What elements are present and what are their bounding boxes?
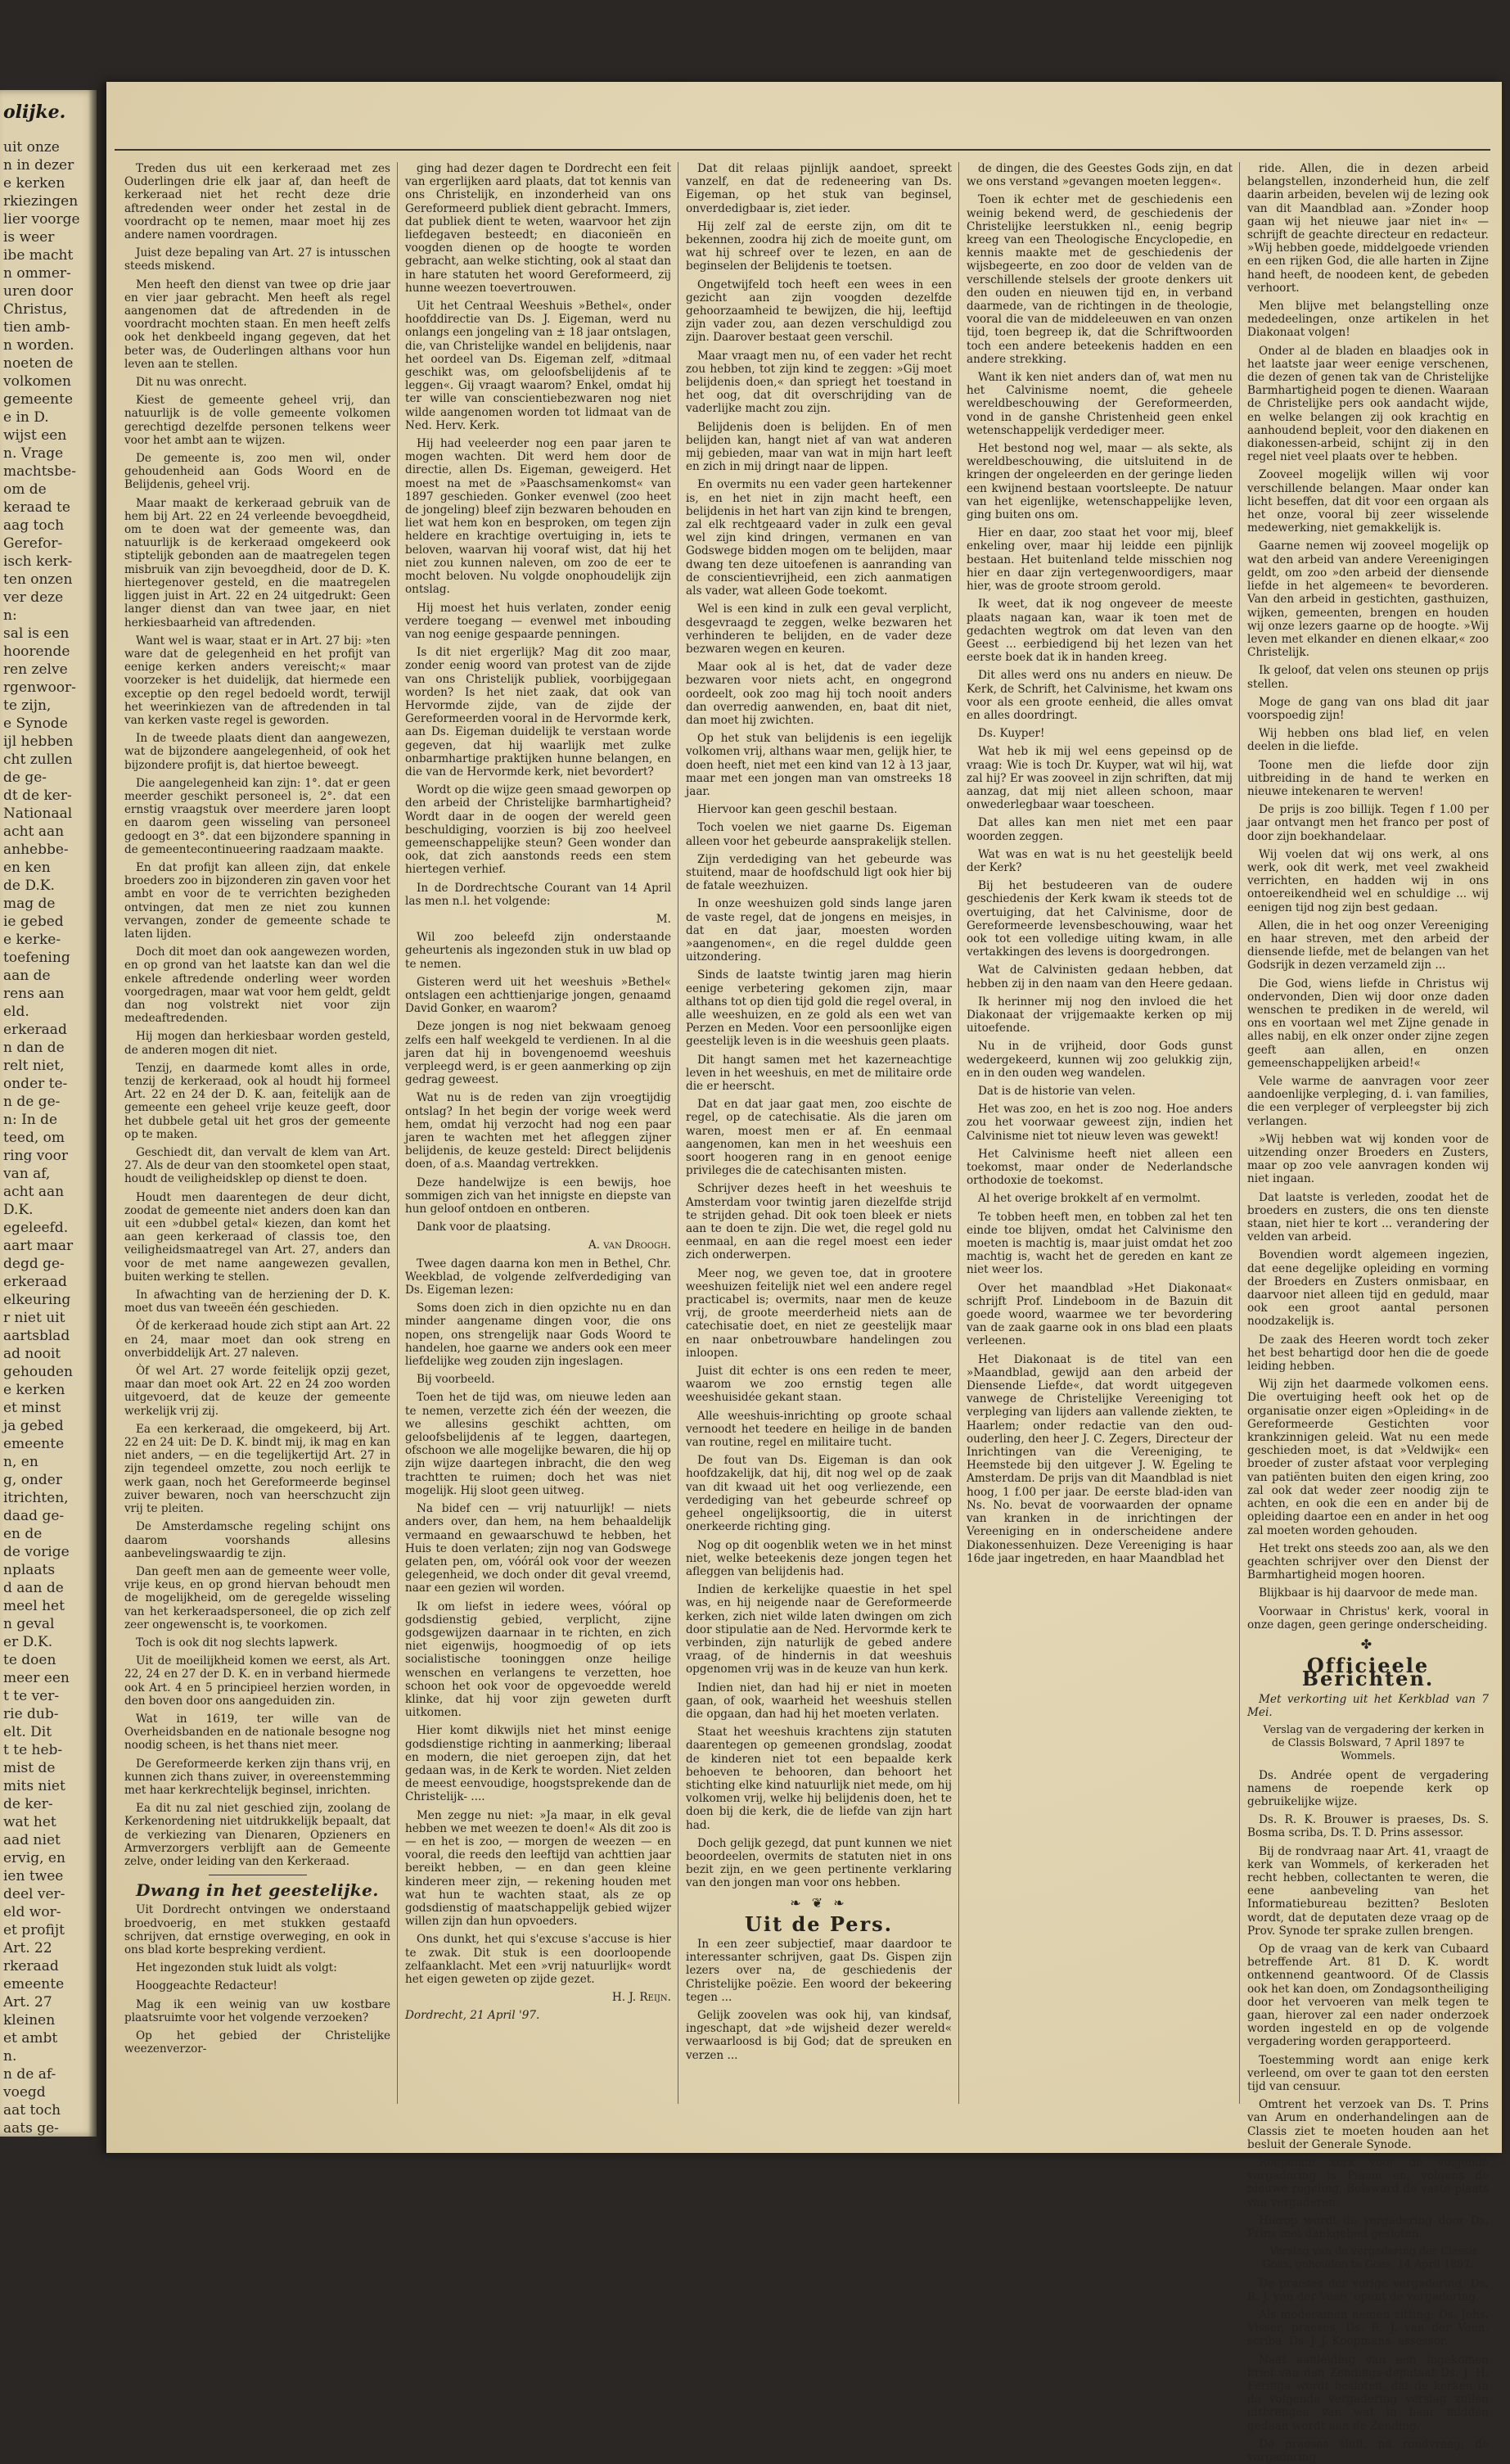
- article-paragraph: Wij hebben ons blad lief, en velen deelen in die liefde.: [1247, 727, 1489, 754]
- report-paragraph: Hierop wordt de vergadering door Ds. Prins met dankgebed gesloten.: [1247, 2214, 1489, 2241]
- article-paragraph: De Amsterdamsche regeling schijnt ons daarom voorshands allesins aanbevelingswaardig te zijn.: [124, 1520, 390, 1560]
- previous-page-line: dt de ker-: [3, 787, 72, 804]
- article-paragraph: Bij het bestudeeren van de oudere geschiedenis der Kerk kwam ik steeds tot de overtuiging, dat het Calvinisme, door de Gereformeerde levensbeschouwing, waar het ook tot een volledige uiting kwam, in alle vertakkingen des levens is doorgedrongen.: [967, 879, 1233, 959]
- article-paragraph: De fout van Ds. Eigeman is dan ook hoofdzakelijk, dat hij, dit nog wel op de zaak van dit kwaad uit het oog verliezende, een verdediging van het gebeurde schreef op geheel ongelijksoortig, die in uiterst onerkeerde richting ging.: [686, 1454, 952, 1534]
- article-paragraph: Men blijve met belangstelling onze mededeelingen, onze artikelen in het Diakonaat volgen!: [1247, 300, 1489, 340]
- previous-page-line: gehouden: [3, 1364, 73, 1380]
- previous-page-line: ijl hebben: [3, 733, 74, 750]
- article-paragraph: Dat en dat jaar gaat men, zoo eischte de regel, op de catechisatie. Als die jaren om waren, moest men er af. En eenmaal aangenomen, kan men in het weeshuis een soort hoogeren rang in en genoot eenige privileges die de catechisanten misten.: [686, 1098, 952, 1178]
- article-paragraph: Juist deze bepaling van Art. 27 is intusschen steeds miskend.: [124, 246, 390, 273]
- article-paragraph: Wel is een kind in zulk een geval verplicht, desgevraagd te zeggen, welke bezwaren het verhinderen te belijden, en de vader deze bezwaren wegen en keuren.: [686, 602, 952, 656]
- previous-page-line: aartsblad: [3, 1328, 70, 1344]
- previous-page-line: deel ver-: [3, 1886, 65, 1902]
- article-paragraph: Die aangelegenheid kan zijn: 1°. dat er geen meerder geschikt personeel is, 2°. dat een ernstig vraagstuk over meerdere jaren loopt en daarom geen wisseling van personeel gedoogt en 3°. dat een bijzondere spanning in de gemeentecontinueering raadzaam maakte.: [124, 776, 390, 856]
- column-3-body: [686, 162, 952, 1890]
- previous-page-line: toefening: [3, 950, 70, 966]
- report-paragraph: Ds. Andrée opent de vergadering namens de roepende kerk op gebruikelijke wijze.: [1247, 1768, 1489, 1808]
- article-paragraph: Gaarne nemen wij zooveel mogelijk op wat den arbeid van andere Vereenigingen geldt, om zoo »den arbeid der diensende liefde in het algemeen« te bevorderen. Van den arbeid in gestichten, gasthuizen, wijken, gemeenten, brengen en houden wij onze lezers gaarne op de hoogte. »Wij leven met elkander en dienen elkaar,« zoo Christelijk.: [1247, 539, 1489, 660]
- previous-page-line: de vorige: [3, 1544, 70, 1560]
- article-paragraph: Hier en daar, zoo staat het voor mij, bleef enkeling over, maar hij leidde een pijnlijk bestaan. Het buitenland telde misschien nog hier en daar zijn vertegenwoordigers, maar hier, was de groote stroom gerold.: [967, 526, 1233, 593]
- previous-page-line: mist de: [3, 1760, 56, 1776]
- previous-page-line: aag toch: [3, 517, 65, 534]
- article-paragraph: ride. Allen, die in dezen arbeid belangstellen, inzonderheid hun, die zelf daarin arbeiden, bevelen wij de lezing ook van dit Maandblad aan. »Zonder hoop gaan wij het nieuwe jaar niet in« — schrijft de geachte directeur en redacteur. »Wij hebben goede, middelgoede vrienden en een rijken God, die alle harten in Zijne hand heeft, de noodeen kent, de gebeden verhoort.: [1247, 162, 1489, 295]
- article-paragraph: Het Diakonaat is de titel van een »Maandblad, gewijd aan den arbeid der Diensende Liefde«, dat wordt uitgegeven vanwege de Christelijke Vereeniging tot verpleging van lijders aan vallende ziekten, te Haarlem; onder redactie van den oud-ouderling, den heer J. C. Zegers, Directeur der Inrichtingen van die Vereeniging, te Heemstede bij den uitgever J. W. Egeling te Amsterdam. De prijs van dit Maandblad is niet hoog, 1 f.00 per jaar. De eerste blad-iden van Ns. No. bevat de voorwaarden der opname van kranken in de inrichtingen der Vereeniging en in onderscheidene andere Diakonessenhuizen. Deze Vereeniging is haar 16de jaar ingetreden, en haar Maandblad het: [967, 1352, 1233, 1565]
- previous-page-line: n geval: [3, 1616, 55, 1632]
- previous-page-line: e Synode: [3, 715, 68, 732]
- article-paragraph: Wat was en wat is nu het geestelijk beeld der Kerk?: [967, 847, 1233, 874]
- previous-page-line: er D.K.: [3, 1634, 53, 1650]
- article-paragraph: Uit de moeilijkheid komen we eerst, als Art. 22, 24 en 27 der D. K. en in verband hiermede ook Art. 4 en 5 principieel herzien worden, in den boven door ons aangeduiden zin.: [124, 1654, 390, 1708]
- article-paragraph: In de Dordrechtsche Courant van 14 April las men n.l. het volgende:: [405, 881, 671, 908]
- previous-page-line: acht aan: [3, 824, 65, 840]
- article-paragraph: »Wij hebben wat wij konden voor de uitzending onzer Broeders en Zusters, maar op zoo vele aanvragen konden wij niet ingaan.: [1247, 1132, 1489, 1186]
- previous-page-line: ring voor: [3, 1148, 68, 1164]
- previous-page-line: acht aan: [3, 1184, 65, 1200]
- previous-page-line: volkomen: [3, 373, 71, 390]
- previous-page-line: aad niet: [3, 1832, 61, 1848]
- article-paragraph: Ik herinner mij nog den invloed die het Diakonaat der vrijgemaakte kerken op mij uitoefende.: [967, 995, 1233, 1036]
- report-body: [1247, 1769, 1489, 2241]
- previous-page-line: gemeente: [3, 391, 74, 408]
- previous-page-line: te zijn,: [3, 697, 52, 714]
- previous-page-line: is weer: [3, 229, 55, 246]
- article-paragraph: Want wel is waar, staat er in Art. 27 bij: »ten ware dat de gelegenheid en het profijt van eenige kerken anders vereischt;« maar voorzeker is het duidelijk, dat hiermede een exceptie op den regel bedoeld wordt, terwijl het weerinkiezen van de aftredenden in tal van kerken vaste regel is geworden.: [124, 634, 390, 727]
- previous-page-line: ad nooit: [3, 1346, 61, 1362]
- article-paragraph: de dingen, die des Geestes Gods zijn, en dat we ons verstand »gevangen moeten leggen«.: [967, 162, 1233, 189]
- column-3: [686, 162, 952, 2120]
- article-paragraph: Het Calvinisme heeft niet alleen een toekomst, maar onder de Nederlandsche orthodoxie de toekomst.: [967, 1147, 1233, 1188]
- previous-page-line: meer een: [3, 1670, 70, 1686]
- article-paragraph: Ea dit nu zal niet geschied zijn, zoolang de Kerkenordening niet uitdrukkelijk bepaalt, dat de verkiezing van Dienaren, Opzieners en Armverzorgers verblijft aan de Gemeente zelve, onder leiding van den Kerkeraad.: [124, 1802, 390, 1868]
- previous-page-line: Nationaal: [3, 806, 73, 822]
- article-paragraph: Op het gebied der Christelijke weezenverzor-: [124, 2029, 390, 2056]
- article-paragraph: Men heeft den dienst van twee op drie jaar en vier jaar gebracht. Men heeft als regel aangenomen dat de aftredenden in de voordracht mochten staan. En men heeft zelfs ook het denkbeeld ingang gegeven, dat het beter was, de Ouderlingen althans voor hun leven aan te stellen.: [124, 278, 390, 371]
- previous-page-line: anhebbe-: [3, 842, 69, 858]
- article-paragraph: Maar vraagt men nu, of een vader het recht zou hebben, tot zijn kind te zeggen: »Gij moet belijdenis doen,« dan spriegt het toestand in het oog, dat dit overschrijding van de vaderlijke macht zou zijn.: [686, 349, 952, 416]
- previous-page-line: n worden.: [3, 337, 74, 354]
- previous-page-line: emeente: [3, 1436, 65, 1452]
- article-paragraph: Dit alles werd ons nu anders en nieuw. De Kerk, de Schrift, het Calvinisme, het kwam ons voor als een groote eenheid, die alles omvat en alles doordringt.: [967, 669, 1233, 722]
- previous-page-line: n: In de: [3, 1112, 58, 1128]
- article-paragraph: Ik om liefst in iedere wees, vóóral op godsdienstig gebied, verplicht, zijne godsgewijzen daarnaar in te richten, en zich niet eigenwijs, hoogmoedig of op iets socialistische tooninggen onze heilige wenschen en verlangens te verzetten, hoe schoon het ook voor de opgevoedde wereld klinke, dat hij voor zijn geweten durft uitkomen.: [405, 1600, 671, 1720]
- previous-page-line: Art. 27: [3, 1994, 52, 2010]
- dateline: Dordrecht, 21 April '97.: [405, 2009, 540, 2023]
- previous-page-line: degd ge-: [3, 1256, 65, 1272]
- previous-page-line: emeente: [3, 1976, 65, 1992]
- article-paragraph: Dan geeft men aan de gemeente weer volle, vrije keus, en op grond hiervan behoudt men de mogelijkheid, om de geregelde wisseling van het kerkeraadspersoneel, die op zich zelf zeer ongewenscht is, te voorkomen.: [124, 1564, 390, 1631]
- article-paragraph: Ds. Kuyper!: [978, 727, 1045, 741]
- previous-page-line: en de: [3, 1526, 43, 1542]
- previous-page-line: d aan de: [3, 1580, 64, 1596]
- article-paragraph: Hij zelf zal de eerste zijn, om dit te bekennen, zoodra hij zich de moeite gunt, om wat hij schreef over te lezen, en aan de beginselen der Belijdenis te toetsen.: [686, 219, 952, 273]
- article-paragraph: Ik geloof, dat velen ons steunen op prijs stellen.: [1247, 664, 1489, 691]
- previous-page-line: meel het: [3, 1598, 65, 1614]
- article-paragraph: Ea een kerkeraad, die omgekeerd, bij Art. 22 en 24 uit: De D. K. bindt mij, ik mag en kan niet anders, — en die tegelijkertijd Art. 27 in zijn tegendeel omzette, zou noch eerlijk te werk gaan, noch het Gereformeerde beginsel zuiver bewaren, noch van heerschzucht zijn vrij te pleiten.: [124, 1422, 390, 1516]
- article-paragraph: Ik weet, dat ik nog ongeveer de meeste plaats nagaan kan, waar ik toen met de gedachten wegtrok om dat leven van den Geest ... eerbiedigend bij het lezen van het eerste boek dat ik in handen kreeg.: [967, 598, 1233, 665]
- previous-page-line: de ker-: [3, 1796, 53, 1812]
- article-paragraph: Dat laatste is verleden, zoodat het de broeders en zusters, die ons ten dienste staan, niet hier te kort ... verandering der velden van arbeid.: [1247, 1190, 1489, 1244]
- previous-page-strip: [0, 90, 97, 2137]
- previous-page-line: ibe macht: [3, 247, 74, 264]
- article-paragraph: In onze weeshuizen gold sinds lange jaren de vaste regel, dat de jongens en meisjes, in dat en dat jaar, moesten worden »aangenomen«, en die regel duldde geen uitzondering.: [686, 897, 952, 964]
- article-paragraph: Soms doen zich in dien opzichte nu en dan minder aangename dingen voor, die ons nopen, ons strengelijk naar Gods Woord te handelen, hoe gaarne we anders ook een meer liefdelijke weg zouden zijn ingeslagen.: [405, 1302, 671, 1369]
- article-paragraph: In de tweede plaats dient dan aangewezen, wat de bijzondere aangelegenheid, of ook het bijzondere profijt is, dat hiertoe beweegt.: [124, 732, 390, 772]
- ornament-divider: ❧ ❦ ❧: [790, 1894, 848, 1911]
- article-paragraph: Kiest de gemeente geheel vrij, dan natuurlijk is de volle gemeente volkomen gerechtigd dezelfde personen telkens weer voor het ambt aan te wijzen.: [124, 394, 390, 447]
- signature: M.: [656, 912, 671, 926]
- article-paragraph: Hiervoor kan geen geschil bestaan.: [697, 803, 898, 817]
- previous-page-line: de ge-: [3, 769, 47, 786]
- previous-page-line: n in dezer: [3, 157, 74, 174]
- report-paragraph: Ds. R. K. Brouwer is praeses, Ds. S. Bosma scriba, Ds. T. D. Prins assessor.: [1247, 1813, 1489, 1840]
- previous-page-line: keraad te: [3, 499, 70, 516]
- article-paragraph: Vele warme de aanvragen voor zeer aandoenlijke verpleging, d. i. van families, die een verpleger of verpleegster bij zich verlangen.: [1247, 1075, 1489, 1128]
- article-paragraph: Bij voorbeeld.: [417, 1373, 495, 1387]
- previous-page-line: e kerke-: [3, 932, 61, 948]
- column-1: [124, 162, 390, 2120]
- article-paragraph: De zaak des Heeren wordt toch zeker het best behartigd door hen die de goede leiding hebben.: [1247, 1333, 1489, 1374]
- previous-page-line: tien amb-: [3, 319, 70, 336]
- column-divider: [397, 162, 398, 2104]
- previous-page-line: erkeraad: [3, 1274, 67, 1290]
- article-paragraph: Wat de Calvinisten gedaan hebben, dat hebben zij in den naam van den Heere gedaan.: [967, 963, 1233, 991]
- previous-page-line: ie gebed: [3, 914, 64, 930]
- article-paragraph: Mag ik een weinig van uw kostbare plaatsruimte voor het volgende verzoeken?: [124, 1997, 390, 2024]
- column-divider: [1239, 162, 1240, 2104]
- article-paragraph: Het ingezonden stuk luidt als volgt:: [136, 1961, 337, 1975]
- ornament-divider: ✤: [1360, 1636, 1376, 1652]
- article-paragraph: Wordt op die wijze geen smaad geworpen op den arbeid der Christelijke barmhartigheid? Wordt daar in de oogen der wereld geen beschuldiging, voorzien is bij zoo heelveel gemeenschappelijke steun? Geen wonder dan ook, dat zich aanstonds reeds een stem hiertegen verhief.: [405, 783, 671, 877]
- article-paragraph: Hooggeachte Redacteur!: [136, 1979, 277, 1993]
- previous-page-line: daad ge-: [3, 1508, 65, 1524]
- article-paragraph: Over het maandblad »Het Diakonaat« schrijft Prof. Lindeboom in de Bazuin dit goede woord, waarmee we ter bevordering van de zaak gaarne ook in ons blad een plaats verleenen.: [967, 1281, 1233, 1348]
- previous-page-line: r niet uit: [3, 1310, 65, 1326]
- article-paragraph: Schrijver dezes heeft in het weeshuis te Amsterdam voor twintig jaren diezelfde strijd te strijden gehad. Dit ook toen bleek er niets aan te doen te zijn. Die wet, die regel gold nu eenmaal, en aan die regel moest een ieder zich onderwerpen.: [686, 1182, 952, 1262]
- article-paragraph: Tenzij, en daarmede komt alles in orde, tenzij de kerkeraad, ook al houdt hij formeel Art. 22 en 24 der D. K. aan, feitelijk aan de gemeente een geheel vrije keuze geeft, door het dubbele getal uit het gros der gemeente op te maken.: [124, 1061, 390, 1141]
- previous-page-line: t te ver-: [3, 1688, 60, 1704]
- article-paragraph: Houdt men daarentegen de deur dicht, zoodat de gemeente niet anders doen kan dan uit een »dubbel getal« kiezen, dan komt het aan geen kerkeraad of classis toe, den veiligheidsmaatregel van Art. 27, anders dan voor de met name aangewezen gevallen, buiten werking te stellen.: [124, 1190, 390, 1284]
- previous-page-line: elkeuring: [3, 1292, 71, 1308]
- previous-page-line: t te heb-: [3, 1742, 63, 1758]
- previous-page-line: rkeraad: [3, 1958, 59, 1974]
- article-paragraph: Onder al de bladen en blaadjes ook in het laatste jaar weer eenige verschenen, die dezen of genen tak van de Christelijke Barmhartigheid pogen te dienen. Waaraan de Christelijke pers ook aandacht wijde, en welke belangen zij ook krachtig en aanhoudend bepleit, voor den diakenen en diakonessen-arbeid, schijnt zij in den regel niet veel plaats over te hebben.: [1247, 344, 1489, 464]
- previous-page-line: erkeraad: [3, 1022, 67, 1038]
- signature: H. J. Reijn.: [611, 1991, 671, 2005]
- previous-page-line: ja gebed: [3, 1418, 64, 1434]
- previous-page-line: aat toch: [3, 2102, 61, 2119]
- report-2-heading: Verslag van de vergadering der Classis Goes, gehouden te Goes, 14 April 1897.: [1262, 2245, 1478, 2272]
- previous-page-line: sal is een: [3, 625, 70, 642]
- article-paragraph: In een zeer subjectief, maar daardoor te interessanter schrijven, gaat Ds. Gispen zijn lezers over na, de geschiedenis der Christelijke poëzie. Een woord der bekeering tegen ...: [686, 1937, 952, 2004]
- article-paragraph: Al het overige brokkelt af en vermolmt.: [978, 1192, 1201, 1206]
- previous-page-line: e kerken: [3, 1382, 65, 1398]
- previous-page-line: ervig, en: [3, 1850, 65, 1866]
- previous-page-line: egeleefd.: [3, 1220, 69, 1236]
- article-paragraph: Òf de kerkeraad houde zich stipt aan Art. 22 en 24, maar moet dan ook streng en onverbiddelijk Art. 27 naleven.: [124, 1320, 390, 1360]
- article-paragraph: Belijdenis doen is belijden. En of men belijden kan, hangt niet af van wat anderen mij gebieden, maar van wat in mijn hart leeft en zich in mij dringt naar de lippen.: [686, 420, 952, 474]
- previous-page-line: voegd: [3, 2084, 46, 2101]
- previous-page-line: et ambt: [3, 2030, 58, 2047]
- previous-page-line: nplaats: [3, 1562, 56, 1578]
- previous-page-line: uren door: [3, 283, 73, 300]
- previous-page-line: g, onder: [3, 1472, 62, 1488]
- article-paragraph: Uit het Centraal Weeshuis »Bethel«, onder hoofddirectie van Ds. J. Eigeman, werd nu onlangs een jongeling van ± 18 jaar ontslagen, die, van Christelijke wandel en belijdenis, naar het oordeel van Ds. Eigeman zelf, »ditmaal geschikt was, om geloofsbelijdenis af te leggen«. Gij vraagt waarom? Enkel, omdat hij ter wille van conscientiebezwaren nog niet wilde aangenomen worden tot lidmaat van de Ned. Herv. Kerk.: [405, 300, 671, 432]
- article-paragraph: Zijn verdediging van het gebeurde was stuitend, maar de hoofdschuld ligt ook hier bij de fatale weezhuizen.: [686, 852, 952, 893]
- previous-page-line: n, en: [3, 1454, 38, 1470]
- previous-page-line: et profijt: [3, 1922, 65, 1938]
- article-paragraph: De gemeente is, zoo men wil, onder gehoudenheid aan Gods Woord en de Belijdenis, geheel vrij.: [124, 452, 390, 492]
- previous-page-line: rens aan: [3, 986, 65, 1002]
- previous-page-line: de D.K.: [3, 878, 55, 894]
- article-paragraph: Te tobben heeft men, en tobben zal het ten einde toe blijven, omdat het Calvinisme den moeten is machtig is, maar juist omdat het zoo machtig is, wacht het de gereden en kant ze niet weer los.: [967, 1210, 1233, 1277]
- article-paragraph: Wij zijn het daarmede volkomen eens. Die overtuiging heeft ook het op de organisatie onzer eigen »Opleiding« in de Gereformeerde Gestichten voor krankzinnigen geleid. Wat nu een mede geschieden moet, is dat »Veldwijk« een broeder of zuster afstaat voor verpleging van patiënten buiten den eigen kring, zoo zal ook dat weder zeer noodig zijn te achten, en ook die een en ander bij de opleiding daartoe een en ander in het oog zal moeten worden gehouden.: [1247, 1378, 1489, 1537]
- previous-page-line: mag de: [3, 896, 56, 912]
- article-paragraph: Hij moest het huis verlaten, zonder eenig verdere toegang — evenwel met inbouding van nog eenige gespaarde penningen.: [405, 601, 671, 641]
- article-paragraph: De prijs is zoo billijk. Tegen f 1.00 per jaar ontvangt men het franco per post of door zijn boekhandelaar.: [1247, 803, 1489, 843]
- article-paragraph: Allen, die in het oog onzer Vereeniging en haar streven, met den arbeid der diensende liefde, met de belangen van het Godsrijk in dezen verzameld zijn ...: [1247, 918, 1489, 973]
- article-paragraph: Ongetwijfeld toch heeft een wees in een gezicht aan zijn voogden dezelfde gehoorzaamheid te bewijzen, die hij, leeftijd zijn vader zou, aan dezen verschuldigd zou zijn. Daarover bestaat geen verschil.: [686, 278, 952, 345]
- section-title-officieele-berichten: Officieele Berichten.: [1301, 1654, 1435, 1691]
- article-paragraph: Indien niet, dan had hij er niet in moeten gaan, of ook, waarheid het weeshuis stellen die opgaan, dan had hij het moeten verlaten.: [686, 1681, 952, 1721]
- previous-page-line: e kerken: [3, 175, 65, 192]
- previous-page-line: n. Vrage: [3, 445, 64, 462]
- article-paragraph: Doch dit moet dan ook aangewezen worden, en op grond van het laatste kan dan wel die enkele aftredende onderling weer worden voorgedragen, maar wat voor hem geldt, geldt dan nog volstrekt niet voor zijn medeaftredenden.: [124, 945, 390, 1026]
- column-4: [967, 162, 1233, 2120]
- previous-page-line: n dan de: [3, 1040, 65, 1056]
- previous-page-line: ien twee: [3, 1868, 64, 1884]
- report-paragraph: Bij de rondvraag naar Art. 41, vraagt de kerk van Wommels, of kerkeraden het recht hebben, collectanten te weren, die eene aanbeveling van het Informatiebureau bezitten? Besloten wordt, dat de deputaten deze vraag op de Prov. Synode ter sprake zullen brengen.: [1247, 1844, 1489, 1938]
- previous-page-line: wat het: [3, 1814, 56, 1830]
- report-intro: Met verkorting uit het Kerkblad van 7 Mei.: [1247, 1692, 1489, 1719]
- previous-page-line: n de ge-: [3, 1094, 61, 1110]
- report-paragraph: De praeses sluit, na rondvraag, de vergadering.: [1247, 2437, 1489, 2464]
- article-paragraph: Toen ik echter met de geschiedenis een weinig bekend werd, de geschiedenis der Christelijke leerstukken nl., eenig begrip kreeg van een Theologische Encyclopedie, en kennis maakte met de geschiedenis der wijsbegeerte, en zoo door de velden van de verschillende stelsels der groote denkers uit den ouden en nieuwen tijd en, in verband daarmede, van de richtingen in de theologie, vooral die van de middeleeuwen en van onzen tijd, toen begreep ik, dat die Schriftwoorden toch een andere beteekenis hadden en een andere strekking.: [967, 193, 1233, 366]
- previous-page-line: ren zelve: [3, 661, 68, 678]
- report-paragraph: Naat aanleiding van een ingekomen brief van den Zendings-deputaat Ds. J. H. Feringa wordt besloten, dat de kerken in de volgende vergadering verslag zullen uitbrengen van wat in haar midden gedaan wordt aan de Zending.: [1247, 2353, 1489, 2433]
- article-paragraph: Nog op dit oogenblik weten we in het minst niet, welke beteekenis deze jongen tegen het afleggen van belijdenis had.: [686, 1538, 952, 1578]
- newspaper-page: [106, 82, 1502, 2464]
- article-paragraph: Meer nog, we geven toe, dat in grootere weeshuizen feitelijk niet wel een andere regel practicabel is; overmits, naar men de keuze vrij, de groote meerderheid niets aan de catechisatie doet, en niet ze geestelijk maar en naar onbetrouwbare handelingen zou inloopen.: [686, 1266, 952, 1360]
- article-paragraph: Nu in de vrijheid, door Gods gunst wedergekeerd, kunnen wij zoo gelukkig zijn, en in den ouden weg wandelen.: [967, 1040, 1233, 1080]
- previous-page-line: itrichten,: [3, 1490, 69, 1506]
- article-paragraph: Wat nu is de reden van zijn vroegtijdig ontslag? In het begin der vorige week werd hem, omdat hij verzocht had nog een paar jaren te wachten met het afleggen zijner belijdenis, de keuze gesteld: Direct belijdenis doen, of a.s. Maandag vertrekken.: [405, 1091, 671, 1171]
- article-paragraph: Het bestond nog wel, maar — als sekte, als wereldbeschouwing, die uitsluitend in de kringen der ongeleerden en der geringe lieden een kwijnend bestaan voortsleepte. De natuur van het eigenlijke, wetenschappelijke leven, ging buiten ons om.: [967, 442, 1233, 522]
- article-paragraph: Toch voelen we niet gaarne Ds. Eigeman alleen voor het gebeurde aansprakelijk stellen.: [686, 821, 952, 848]
- column-2-body: [405, 162, 671, 2023]
- previous-page-line: onder te-: [3, 1076, 68, 1092]
- previous-page-line: te doen: [3, 1652, 56, 1668]
- article-paragraph: Want ik ken niet anders dan of, wat men nu het Calvinisme noemt, die geheele wereldbeschouwing der Gereformeerden, vond in de ganshe Christenheid geen enkel wetenschappelijk verdediger meer.: [967, 371, 1233, 437]
- previous-page-line: en ken: [3, 860, 51, 876]
- article-paragraph: Dank voor de plaatsing.: [417, 1221, 552, 1234]
- article-paragraph: Maar ook al is het, dat de vader deze bezwaren voor niets acht, en ongegrond oordeelt, ook zoo mag hij toch nooit anders dan overredig aanwenden, en, baat dit niet, dan moet hij zwichten.: [686, 661, 952, 727]
- header-rule: [115, 149, 1490, 151]
- article-paragraph: Doch gelijk gezegd, dat punt kunnen we niet beoordeelen, overmits de statuten niet in ons bezit zijn, en we geen pertinente verklaring van den jongen man voor ons hebben.: [686, 1836, 952, 1890]
- article-paragraph: Die God, wiens liefde in Christus wij ondervonden, Dien wij door onze daden wenschen te prediken in de wereld, wil ons en voortaan wel met Zijne genade in alles nabij, en elk onzer onder zijne zegen geeft aan allen, en onzen gemeenschappelijken arbeid!«: [1247, 977, 1489, 1070]
- page-fold-shadow: [88, 90, 97, 2137]
- article-paragraph: Na bidef cen — vrij natuurlijk! — niets anders over, dan hem, na hem behaaldelijk vermaand en gewaarschuwd te hebben, het Huis te doen verlaten; zijn nog van Godswege gelaten pen, om, vóórál ook voor der weezen gelegenheid, we doch onder dit geval vreemd, naar een gezien wil worden.: [405, 1502, 671, 1595]
- previous-page-line: D.K.: [3, 1202, 34, 1218]
- previous-page-line: n:: [3, 607, 17, 624]
- article-paragraph: Dit nu was onrecht.: [136, 376, 247, 390]
- article-paragraph: Òf wel Art. 27 worde feitelijk opzij gezet, maar dan moet ook Art. 22 en 24 zoo worden uitgevoerd, dat de keuze der gemeente werkelijk vrij zij.: [124, 1365, 390, 1418]
- report-paragraph: Roepende kerk voor de volgende vergadering is Piaam en, volgens de nieuwe regeling, Bolsward de vaste plaats van vergaderen.: [1247, 2156, 1489, 2209]
- article-paragraph: Zooveel mogelijk willen wij voor verschillende belangen. Maar onder kan licht beseffen, dat dit voor een orgaan als het onze, vooral bij zeer wisselende medewerking, niet gemakkelijk is.: [1247, 468, 1489, 535]
- previous-page-line: et minst: [3, 1400, 61, 1416]
- previous-page-line: ten onzen: [3, 571, 73, 588]
- previous-page-line: wijst een: [3, 427, 67, 444]
- article-paragraph: Hier komt dikwijls niet het minst eenige godsdienstige richting in aanmerking; liberaal en modern, die niet geroepen zijn, dat het gedaan was, in de Kerk te worden. Niet zelden de meest eenvoudige, hoogstsprekende dan de Christelijk- ....: [405, 1724, 671, 1804]
- previous-page-line: e in D.: [3, 409, 49, 426]
- report-paragraph: Op de vraag van de kerk van Cubaard betreffende Art. 81 D. K. wordt ontkennend geantwoord. Of de Classis ook het kan doen, om Zondagsontheiliging door het vervoeren van melk tegen te gaan, hierover zal een nader onderzoek worden ingesteld en op de volgende vergadering worden gerapporteerd.: [1247, 1942, 1489, 2049]
- article-paragraph: En overmits nu een vader geen hartekenner is, en het niet in zijn macht heeft, een belijdenis in het hart van zijn kind te brengen, zal elk rechtgeaard vader in zulk een geval wel zijn kind dringen, vermanen en van Godswege bidden mogen om te belijden, maar dwang ten deze uitoefenen is aanranding van de conscientievrijheid, een zich aanmatigen als vader, wat alleen Gode toekomt.: [686, 478, 952, 598]
- article-paragraph: Toen het de tijd was, om nieuwe leden aan te nemen, verzette zich één der weezen, die we allesins geschikt achtten, om geloofsbelijdenis af te leggen, daartegen, ofschoon we alle mogelijke bewaren, die hij op zijn wijze daartegen inbracht, die den weg trachtten te ruimen; doch het was niet mogelijk. Hij sloot geen uitweg.: [405, 1391, 671, 1497]
- previous-page-line: n ommer-: [3, 265, 71, 282]
- previous-page-line: cht zullen: [3, 751, 73, 768]
- article-paragraph: Sinds de laatste twintig jaren mag hierin eenige verbetering gekomen zijn, maar althans tot op dien tijd gold die regel overal, in alle weeshuizen, en ze gold als een wet van Perzen en Meden. Voor een persoonlijke eigen geestelijk leven is in die weeshuis geen plaats.: [686, 968, 952, 1049]
- article-paragraph: Voorwaar in Christus' kerk, vooral in onze dagen, geen geringe onderscheiding.: [1247, 1604, 1489, 1631]
- previous-page-line: eld.: [3, 1004, 29, 1020]
- article-paragraph: Hij had veeleerder nog een paar jaren te mogen wachten. Dit werd hem door de directie, allen Ds. Eigeman, geweigerd. Het moest na met de »Paaschsamenkomst« van 1897 geschieden. Gonker evenwel (zoo heet de jongeling) bleef zijn bezwaren behouden en liet wat hem kon en besproken, om tegen zijn heldere en krachtige overtuiging in, iets te beloven, waarvan hij vooraf wist, dat hij het niet zou kunnen naleven, om zoo de eer te mocht beloven. Nu volgde onophoudelijk zijn ontslag.: [405, 437, 671, 597]
- column-3-section-body: [686, 1938, 952, 2062]
- article-paragraph: Maar maakt de kerkeraad gebruik van de hem bij Art. 22 en 24 verleende bevoegdheid, om te doen wat der gemeente was, dan natuurlijk is de kerkeraad omgekeerd ook stiptelijk gebonden aan de maatregelen tegen misbruik van zijn bevoegdheid, door de D. K. hiertegenover gesteld, en die maatregelen liggen juist in Art. 22 en 24 uitgedrukt: Geen langer dienst dan van twee jaar, en niet herkiesbaarheid van aftredenden.: [124, 496, 390, 630]
- article-paragraph: Ons dunkt, het qui s'excuse s'accuse is hier te zwak. Dit stuk is een doorloopende zelfaanklacht. Met een »vrij natuurlijk« wordt het eigen geweten op zijde gezet.: [405, 1933, 671, 1986]
- article-paragraph: Gelijk zoovelen was ook hij, van kindsaf, ingeschapt, dat »de wijsheid dezer wereld« verwaarloosd is bij God; dat de spreuken en verzen ...: [686, 2009, 952, 2062]
- article-paragraph: Wat in 1619, ter wille van de Overheidsbanden en de nationale besogne nog noodig scheen, is het thans niet meer.: [124, 1712, 390, 1753]
- article-paragraph: Moge de gang van ons blad dit jaar voorspoedig zijn!: [1247, 695, 1489, 722]
- previous-page-line: aan de: [3, 968, 51, 984]
- article-paragraph: Gisteren werd uit het weeshuis »Bethel« ontslagen een achttienjarige jongen, genaamd David Gonker, en waarom?: [405, 975, 671, 1016]
- column-2: [405, 162, 671, 2120]
- previous-page-line: hoorende: [3, 643, 70, 660]
- article-paragraph: Wil zoo beleefd zijn onderstaande geheurtenis als ingezonden stuk in uw blad op te nemen.: [405, 931, 671, 971]
- column-1-body: [124, 162, 390, 1868]
- article-paragraph: Geschiedt dit, dan vervalt de klem van Art. 27. Als de deur van den stoomketel open staat, houdt de veiligheidsklep op dienst te doen.: [124, 1146, 390, 1186]
- article-paragraph: Men zegge nu niet: »Ja maar, in elk geval hebben we met weezen te doen!« Als dit zoo is — en het is zoo, — morgen de weezen — en vooral, die reeds den leeftijd van achttien jaar bereikt hebben, — en dan geen kleine kinderen meer zijn, — rekening houden met wat hun te wachten staat, als ze op godsdienstig of maatschappelijk gebied wijzer willen zijn dan hun opvoeders.: [405, 1808, 671, 1929]
- article-paragraph: Toone men die liefde door zijn uitbreiding in de hand te werken en nieuwe intekenaren te werven!: [1247, 758, 1489, 798]
- previous-page-line: kleinen: [3, 2012, 56, 2029]
- previous-page-line: van af,: [3, 1166, 51, 1182]
- article-paragraph: Blijkbaar is hij daarvoor de mede man.: [1259, 1586, 1478, 1600]
- column-5: [1247, 162, 1489, 2464]
- article-paragraph: Twee dagen daarna kon men in Bethel, Chr. Weekblad, de volgende zelfverdediging van Ds. Eigeman lezen:: [405, 1257, 671, 1297]
- previous-page-line: rie dub-: [3, 1706, 59, 1722]
- previous-page-line: relt niet,: [3, 1058, 65, 1074]
- section-title-uit-de-pers: Uit de Pers.: [744, 1911, 894, 1936]
- article-paragraph: Uit Dordrecht ontvingen we onderstaand broedvoerig, en met stukken gestaafd schrijven, dat ernstige overweging, en ook in ons blad korte bespreking verdient.: [124, 1903, 390, 1956]
- previous-page-line: mits niet: [3, 1778, 65, 1794]
- previous-page-line: machtsbe-: [3, 463, 76, 480]
- article-paragraph: Deze handelwijze is een bewijs, hoe sommigen zich van het innigste en diepste van hun geloof ontdoen en ontberen.: [405, 1176, 671, 1216]
- previous-page-line: teed, om: [3, 1130, 65, 1146]
- previous-page-line: eld wor-: [3, 1904, 61, 1920]
- article-paragraph: ging had dezer dagen te Dordrecht een feit van ergerlijken aard plaats, dat tot kennis van ons Christelijk, en inzonderheid van ons Gereformeerd publiek dient gebracht. Immers, dat publiek dient te weten, waarvoor het zijn liefdegaven besteedt; en diaconieën en voogden dienen op de hoogte te worden gebracht, aan welke stichting, ook al staat dan in hare statuten het woord Gereformeerd, zij hunne weezen toevertrouwen.: [405, 162, 671, 295]
- previous-page-line: elt. Dit: [3, 1724, 52, 1740]
- article-paragraph: In afwachting van de herziening der D. K. moet dus van tweeën één geschieden.: [124, 1288, 390, 1315]
- previous-page-line: rgenwoor-: [3, 679, 76, 696]
- report-2-body: [1247, 2277, 1489, 2464]
- article-paragraph: Juist dit echter is ons een reden te meer, waarom we zoo ernstig tegen alle weeshuisidée gekant staan.: [686, 1365, 952, 1405]
- article-paragraph: Alle weeshuis-inrichting op groote schaal vernoodt het teedere en heilige in de banden van routine, regel en militaire tucht.: [686, 1409, 952, 1450]
- column-divider: [958, 162, 959, 2104]
- article-paragraph: Dat dit relaas pijnlijk aandoet, spreekt vanzelf, en dat de redeneering van Ds. Eigeman, op het stuk van beginsel, onverdedigbaar is, ziet ieder.: [686, 162, 952, 215]
- report-paragraph: Toestemming wordt aan enige kerk verleend, om over te gaan tot den eersten tijd van censuur.: [1247, 2053, 1489, 2094]
- article-paragraph: Dit hangt samen met het kazerneachtige leven in het weeshuis, en met de militaire orde die er heerscht.: [686, 1053, 952, 1093]
- previous-page-line: aats ge-: [3, 2120, 59, 2137]
- previous-page-line: Art. 22: [3, 1940, 52, 1956]
- article-paragraph: En dat profijt kan alleen zijn, dat enkele broeders zoo in bijzonderen zin gaven voor het ambt en voor de te verrichten bezigheden ontvingen, dat men ze niet zou kunnen vervangen, zonder de gemeente schade te laten lijden.: [124, 860, 390, 941]
- previous-page-line: Gerefor-: [3, 535, 63, 552]
- column-1-section-body: [124, 1903, 390, 2056]
- section-title-dwang: Dwang in het geestelijke.: [136, 1880, 379, 1901]
- report-paragraph: Omtrent het verzoek van Ds. T. Prins van Arum en onderhandelingen aan de Classis ziet te moeten houden aan het besluit der Generale Synode.: [1247, 2098, 1489, 2151]
- article-paragraph: Wij voelen dat wij ons werk, al ons werk, ook dit werk, met veel zwakheid verrichten, en hadden wij in ons ontoereikendheid wel en schuldige ... wij eenigen tijd nog zijn best gedaan.: [1247, 847, 1489, 914]
- article-paragraph: Treden dus uit een kerkeraad met zes Ouderlingen drie elk jaar af, dan heeft de kerkeraad niet het recht deze drie aftredenden weer onder het zestal in de voordracht op te nemen, maar moet hij zes andere namen voordragen.: [124, 162, 390, 242]
- previous-page-header: olijke.: [3, 102, 66, 123]
- column-5-body: [1247, 162, 1489, 1631]
- article-paragraph: Het trekt ons steeds zoo aan, als we den geachten schrijver over den Dienst der Barmhartigheid mogen hooren.: [1247, 1541, 1489, 1582]
- article-paragraph: Op het stuk van belijdenis is een iegelijk volkomen vrij, althans waar men, gelijk hier, te doen heeft, niet met een kind van 12 à 13 jaar, maar met een jongen man van omstreeks 18 jaar.: [686, 732, 952, 798]
- article-paragraph: Indien de kerkelijke quaestie in het spel was, en hij neigende naar de Gereformeerde kerken, zich niet wilde laten dwingen om zich door stipulatie aan de Ned. Hervormde kerk te verbinden, zijn naturlijk de gebed andere vraag, of de hindernis in dat weeshuis opgenomen vrij was in de keuze van hun kerk.: [686, 1583, 952, 1677]
- article-paragraph: De Gereformeerde kerken zijn thans vrij, en kunnen zich thans zuiver, in overeenstemming met haar kerkrechtelijk beginsel, inrichten.: [124, 1757, 390, 1797]
- article-paragraph: Dat is de historie van velen.: [978, 1085, 1136, 1098]
- article-paragraph: Staat het weeshuis krachtens zijn statuten daarentegen op gemeenen grondslag, zoodat de kinderen niet tot een bepaalde kerk behoeven te behooren, dan behoort het stichting elke kind natuurlijk niet mede, om hij volkomen vrij, welke hij belijdenis doen, het te doen bij die kerk, die de liefde van zijn hart had.: [686, 1726, 952, 1832]
- report-heading: Verslag van de vergadering der kerken in de Classis Bolsward, 7 April 1897 te Wommels.: [1263, 1723, 1485, 1763]
- previous-page-line: n.: [3, 2048, 17, 2065]
- signature: A. van Droogh.: [588, 1239, 671, 1252]
- previous-page-line: noeten de: [3, 355, 74, 372]
- report-paragraph: Als moderamen nemen zitting: Ds. Johs. Visser, praeses, Ds. R. J. van der Veen, scriba, Ds. J. J. Koopmans, assessor.: [1247, 2308, 1489, 2349]
- previous-page-line: ver deze: [3, 589, 64, 606]
- previous-page-line: Christus,: [3, 301, 68, 318]
- previous-page-line: isch kerk-: [3, 553, 73, 570]
- article-paragraph: Toch is ook dit nog slechts lapwerk.: [136, 1636, 338, 1649]
- report-paragraph: De praeses der vorige vergadering, Ds. R. J. van der Veen, opent de vergadering.: [1247, 2277, 1489, 2304]
- column-4-body: [967, 162, 1233, 1565]
- previous-page-line: n de af-: [3, 2066, 56, 2083]
- article-paragraph: Bovendien wordt algemeen ingezien, dat eene degelijke opleiding en vorming der Broeders en Zusters onmisbaar, en daarvoor niet alleen tijd en geduld, maar ook een groot aantal personen noodzakelijk is.: [1247, 1248, 1489, 1329]
- article-paragraph: Wat heb ik mij wel eens gepeinsd op de vraag: Wie is toch Dr. Kuyper, wat wil hij, wat zal hij? Er was zooveel in zijn schriften, dat mij aanzag, dat mij niet alleen schoon, maar onwederlegbaar waar toescheen.: [967, 745, 1233, 812]
- previous-page-line: aart maar: [3, 1238, 74, 1254]
- article-paragraph: Is dit niet ergerlijk? Mag dit zoo maar, zonder eenig woord van protest van de zijde van ons Christelijk publiek, voorbijgegaan worden? Is het niet zaak, dat ook van Hervormde zijde, van de zijde der Gereformeerden vooral in de Hervormde kerk, aan Ds. Eigeman duidelijk te verstaan worde gegeven, dat hij waarlijk met zulke onbarmhartige praktijken hunne belangen, en die van de Hervormde kerk, niet bevordert?: [405, 646, 671, 778]
- previous-page-line: om de: [3, 481, 47, 498]
- previous-page-line: lier voorge: [3, 211, 80, 228]
- article-paragraph: Het was zoo, en het is zoo nog. Hoe anders zou het voorwaar geweest zijn, indien het Calvinisme niet tot nieuw leven was gewekt!: [967, 1103, 1233, 1143]
- article-paragraph: Deze jongen is nog niet bekwaam genoeg zelfs een half weekgeld te verdienen. In al die jaren dat hij in bovengenoemd weeshuis verpleegd werd, is er geen aanmerking op zijn gedrag geweest.: [405, 1020, 671, 1087]
- previous-page-line: uit onze: [3, 139, 60, 156]
- article-paragraph: Hij mogen dan herkiesbaar worden gesteld, de anderen mogen dit niet.: [124, 1030, 390, 1057]
- article-paragraph: Dat alles kan men niet met een paar woorden zeggen.: [967, 816, 1233, 843]
- previous-page-line: rkiezingen: [3, 193, 79, 210]
